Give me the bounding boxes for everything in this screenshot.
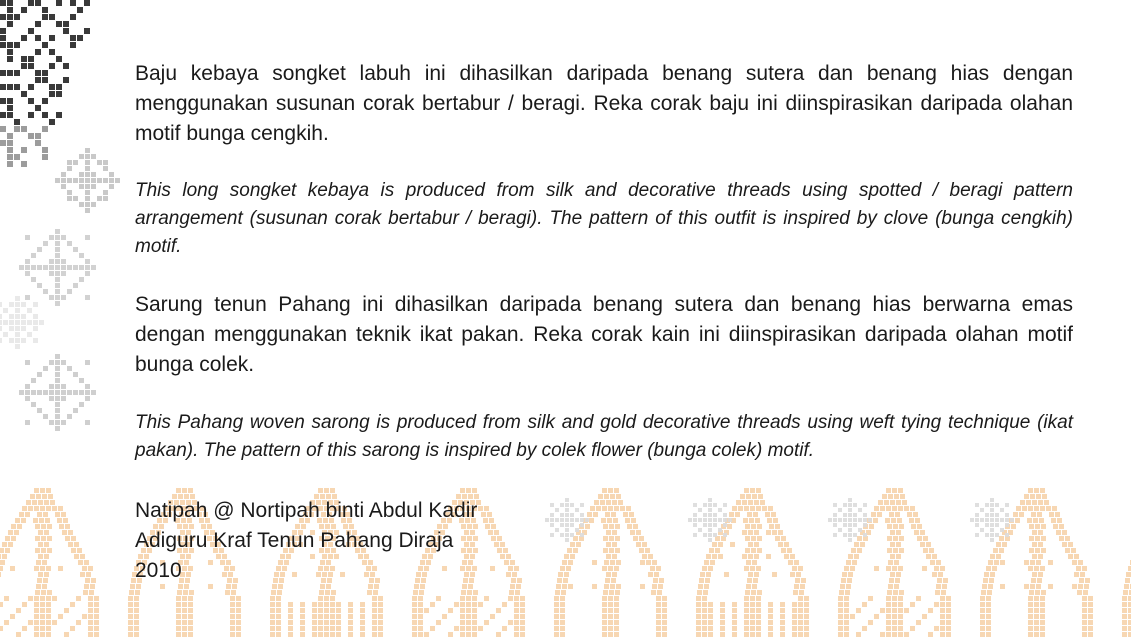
bottom-lotus-motif: [0, 488, 99, 637]
left-dark-motif: [0, 0, 90, 167]
border-flower-icon: [688, 498, 732, 542]
bottom-lotus-motif: [554, 488, 667, 637]
sarong-description-malay: Sarung tenun Pahang ini dihasilkan daripada benang sutera dan benang hias berwarna emas dengan menggunakan teknik ikat pakan. Reka corak kain ini diinspirasikan daripada olahan motif bunga colek.: [135, 293, 1073, 376]
artisan-credit: [135, 496, 477, 586]
border-flower-icon: [545, 498, 589, 542]
artisan-name: Natipah @ Nortipah binti Abdul Kadir: [135, 499, 478, 522]
kebaya-description-english: This long songket kebaya is produced from silk and decorative threads using spotted / beragi pattern arrangement (susunan corak bertabur / beragi). The pattern of this outfit is inspired by clove (bunga cengkih) motif.: [135, 180, 1073, 257]
bottom-lotus-motif: [980, 488, 1093, 637]
bottom-lotus-motif: [696, 488, 809, 637]
left-flower-icon: [19, 229, 96, 306]
bottom-lotus-motif: [838, 488, 951, 637]
artisan-title: Adiguru Kraf Tenun Pahang Diraja: [135, 529, 454, 552]
left-flower-icon: [0, 296, 44, 349]
left-flower-icon: [19, 354, 96, 431]
left-flower-icon: [55, 148, 120, 213]
sarong-description-english: This Pahang woven sarong is produced from silk and gold decorative threads using weft tying technique (ikat pakan). The pattern of this sarong is inspired by colek flower (bunga colek) motif.: [135, 412, 1073, 461]
border-flower-icon: [828, 498, 872, 542]
artisan-year: 2010: [135, 559, 182, 582]
border-flower-icon: [970, 498, 1014, 542]
kebaya-description-malay: Baju kebaya songket labuh ini dihasilkan daripada benang sutera dan benang hias dengan menggunakan susunan corak bertabur / beragi. Reka corak baju ini diinspirasikan daripada olahan motif bunga cengkih.: [135, 62, 1073, 145]
bottom-lotus-motif: [1122, 488, 1131, 637]
left-border-motif: [0, 0, 120, 431]
